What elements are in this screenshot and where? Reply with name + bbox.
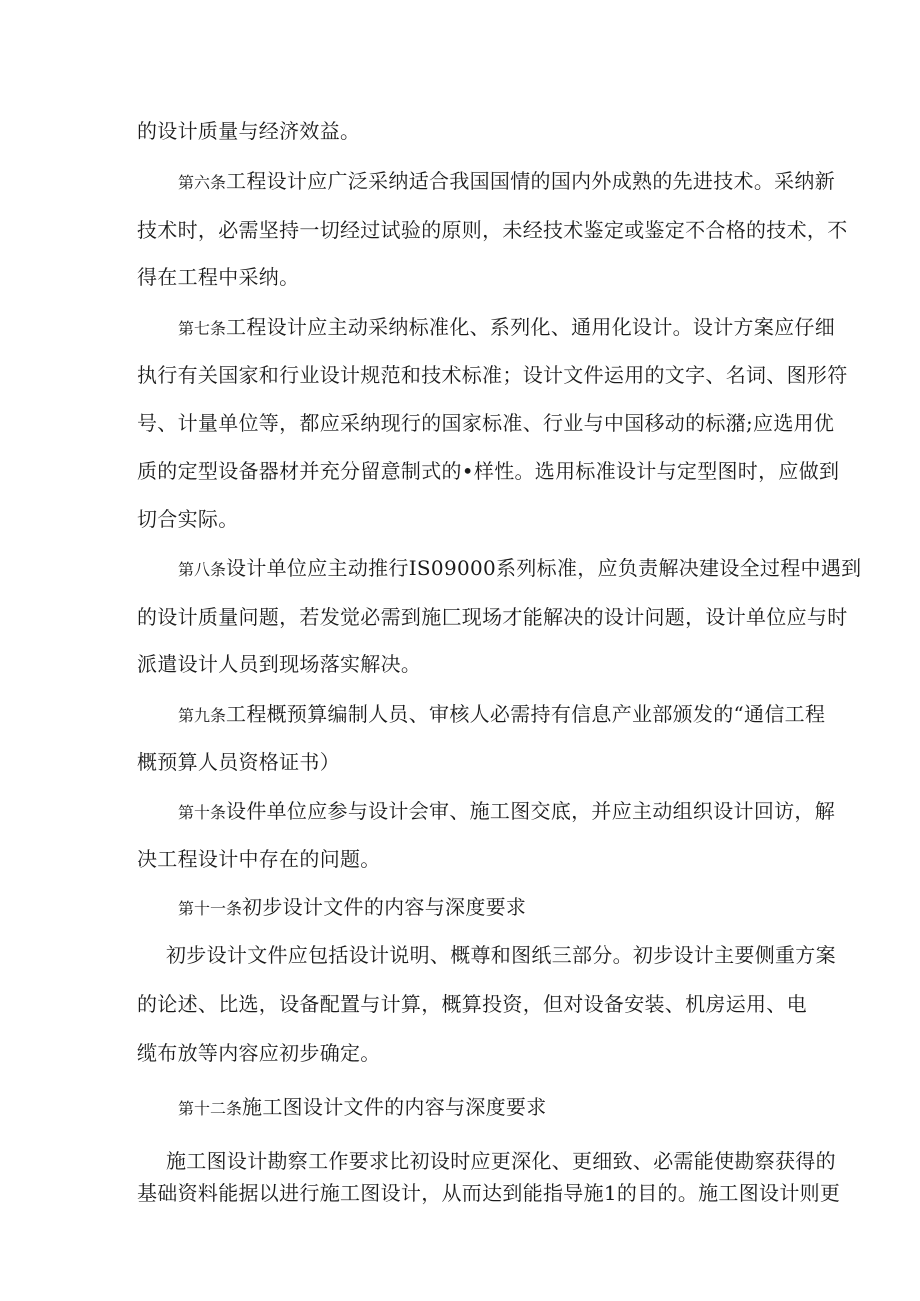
text-line: 得在工程中采纳。	[137, 265, 300, 289]
text-line: 的设计质量与经济效益。	[137, 119, 361, 143]
text-line: 施工图设计勘察工作要求比初设时应更深化、更细致、必需能使勘察获得的	[166, 1149, 836, 1173]
article-11-heading: 第十一条初步设计文件的内容与深度要求	[178, 895, 527, 919]
article-12-heading: 第十二条施工图设计文件的内容与深度要求	[178, 1095, 547, 1119]
text-line: 技术时，必需坚持一切经过试验的原则，未经技术鉴定或鉴定不合格的技术，不	[137, 218, 848, 242]
text-line: 派遣设计人员到现场落实解决。	[137, 652, 422, 676]
text-line: 初步设计文件应包括设计说明、概尊和图纸三部分。初步设计主要侧重方案	[166, 943, 836, 967]
article-8-line: 第八条设计单位应主动推行IS09000系列标准，应负责解决建设全过程中遇到	[178, 556, 862, 580]
article-9-line: 第九条工程概预算编制人员、审核人必需持有信息产业部颁发的“通信工程	[178, 702, 826, 726]
text-line: 基础资料能据以进行施工图设计，从而达到能指导施1的目的。施工图设计则更	[137, 1181, 841, 1205]
text-line: 缆布放等内容应初步确定。	[137, 1041, 381, 1065]
text-line: 的设计质量问题，若发觉必需到施匚现场才能解决的设计问题，设计单位应与时	[137, 605, 848, 629]
text-line: 决工程设计中存在的问题。	[137, 847, 381, 871]
article-10-line: 第十条设件单位应参与设计会审、施工图交底，并应主动组织设计回访，解	[178, 799, 836, 823]
text-line: 的论述、比选，设备配置与计算，概算投资，但对设备安装、机房运用、电	[137, 992, 807, 1016]
text-line: 切合实际。	[137, 507, 239, 531]
article-7-line: 第七条工程设计应主动采纳标准化、系列化、通用化设计。设计方案应仔细	[178, 315, 836, 339]
text-line: 号、计量单位等，都应采纳现行的国家标准、行业与中国移动的标潴;应选用优	[137, 411, 835, 435]
article-6-line: 第六条工程设计应广泛采纳适合我国国情的国内外成熟的先进技术。采纳新	[178, 169, 836, 193]
text-line: 概预算人员资格证书）	[137, 750, 340, 774]
text-line: 质的定型设备器材并充分留意制式的•样性。选用标准设计与定型图时，应做到	[137, 459, 840, 483]
text-line: 执行有关国家和行业设计规范和技术标准；设计文件运用的文字、名词、图形符	[137, 363, 848, 387]
